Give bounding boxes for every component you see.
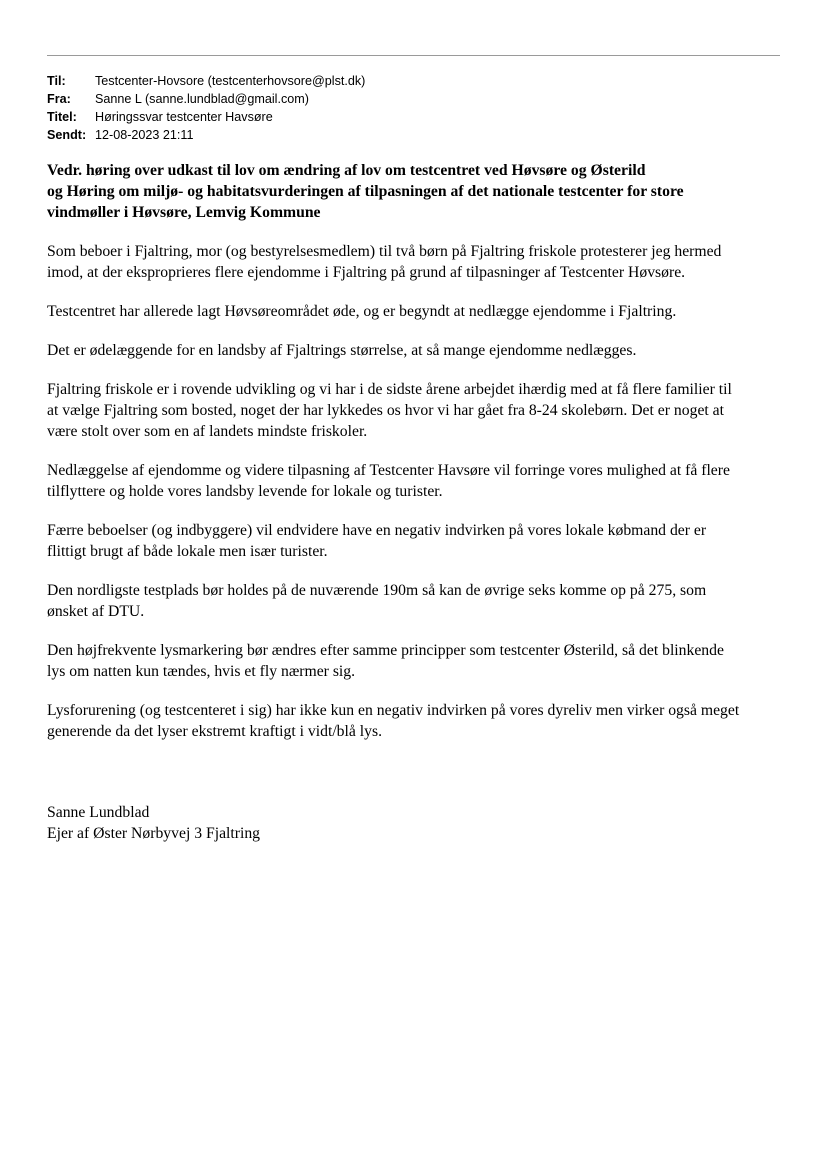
- text-line: ønsket af DTU.: [47, 603, 145, 620]
- from-row: [47, 90, 365, 108]
- text-line: at vælge Fjaltring som bosted, noget der har lykkedes os hvor vi har gået fra 8-24 skolebørn. Det er noget at: [47, 402, 725, 419]
- text-line: Den nordligste testplads bør holdes på de nuværende 190m så kan de øvrige seks komme op på 275, som: [47, 582, 707, 599]
- letter-body: [47, 160, 787, 844]
- header-divider: [47, 55, 780, 56]
- subject-line: vindmøller i Høvsøre, Lemvig Kommune: [47, 204, 321, 221]
- title-value: Høringssvar testcenter Havsøre: [95, 110, 273, 124]
- title-row: [47, 108, 365, 126]
- to-label: Til:: [47, 74, 66, 88]
- signature-name: Sanne Lundblad: [47, 804, 150, 821]
- paragraph-3: [47, 322, 787, 361]
- sent-value: 12-08-2023 21:11: [95, 128, 194, 142]
- paragraph-4: [47, 361, 787, 442]
- paragraph-5: [47, 442, 787, 502]
- text-line: Den højfrekvente lysmarkering bør ændres efter samme principper som testcenter Østerild, så det blinkende: [47, 642, 724, 659]
- sent-label: Sendt:: [47, 128, 87, 142]
- text-line: Som beboer i Fjaltring, mor (og bestyrelsesmedlem) til två børn på Fjaltring friskole protesterer jeg hermed: [47, 243, 722, 260]
- signature: [47, 742, 787, 844]
- from-label: Fra:: [47, 92, 71, 106]
- title-label: Titel:: [47, 110, 77, 124]
- paragraph-6: [47, 502, 787, 562]
- text-line: Færre beboelser (og indbyggere) vil endvidere have en negativ indvirken på vores lokale købmand der er: [47, 522, 707, 539]
- text-line: Lysforurening (og testcenteret i sig) har ikke kun en negativ indvirken på vores dyreliv men virker også meget: [47, 702, 740, 719]
- to-value: Testcenter-Hovsore (testcenterhovsore@plst.dk): [95, 74, 366, 88]
- subject-line: og Høring om miljø- og habitatsvurderingen af tilpasningen af det nationale testcenter for store: [47, 183, 684, 200]
- email-header: [47, 72, 365, 144]
- paragraph-1: [47, 223, 787, 283]
- text-line: Nedlæggelse af ejendomme og videre tilpasning af Testcenter Havsøre vil forringe vores mulighed at få flere: [47, 462, 730, 479]
- paragraph-7: [47, 562, 787, 622]
- text-line: tilflyttere og holde vores landsby levende for lokale og turister.: [47, 483, 443, 500]
- text-line: imod, at der eksproprieres flere ejendomme i Fjaltring på grund af tilpasninger af Testcenter Høvsøre.: [47, 264, 686, 281]
- text-line: flittigt brugt af både lokale men især turister.: [47, 543, 328, 560]
- text-line: lys om natten kun tændes, hvis et fly nærmer sig.: [47, 663, 356, 680]
- from-value: Sanne L (sanne.lundblad@gmail.com): [95, 92, 309, 106]
- subject-line: Vedr. høring over udkast til lov om ændring af lov om testcentret ved Høvsøre og Østerild: [47, 162, 646, 179]
- subject: [47, 160, 787, 223]
- text-line: Fjaltring friskole er i rovende udvikling og vi har i de sidste årene arbejdet ihærdig med at få flere familier til: [47, 381, 732, 398]
- sent-row: [47, 126, 365, 144]
- text-line: Det er ødelæggende for en landsby af Fjaltrings størrelse, at så mange ejendomme nedlægges.: [47, 342, 637, 359]
- text-line: Testcentret har allerede lagt Høvsøreområdet øde, og er begyndt at nedlægge ejendomme i Fjaltring.: [47, 303, 677, 320]
- signature-title: Ejer af Øster Nørbyvej 3 Fjaltring: [47, 825, 261, 842]
- paragraph-2: [47, 283, 787, 322]
- paragraph-9: [47, 682, 787, 742]
- text-line: være stolt over som en af landets mindste friskoler.: [47, 423, 368, 440]
- text-line: generende da det lyser ekstremt kraftigt i vidt/blå lys.: [47, 723, 382, 740]
- paragraph-8: [47, 622, 787, 682]
- to-row: [47, 72, 365, 90]
